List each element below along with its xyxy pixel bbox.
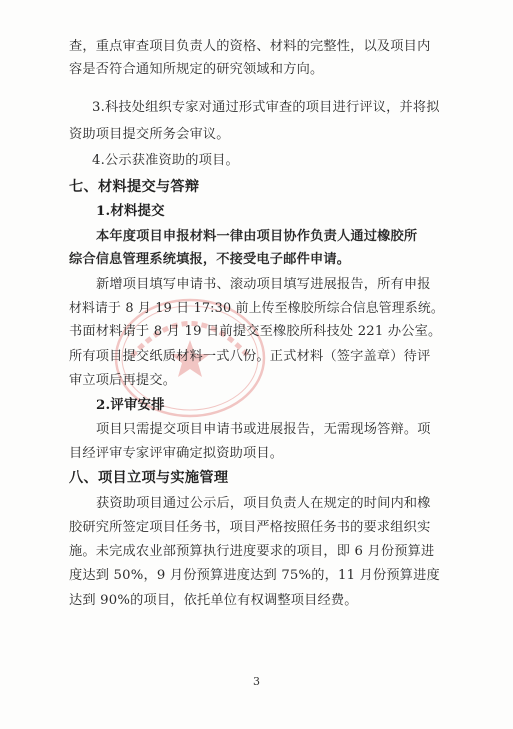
subheading-review-arrangement: 2.评审安排 xyxy=(96,397,165,413)
body-line-21: 施。未完成农业部预算执行进度要求的项目，即 6 月份预算进 xyxy=(69,544,435,559)
body-line-9: 综合信息管理系统填报，不接受电子邮件申请。 xyxy=(69,252,351,267)
body-line-13: 所有项目提交纸质材料一式八份。正式材料（签字盖章）待评 xyxy=(69,349,431,364)
body-line-4: 资助项目提交所务会审议。 xyxy=(69,127,230,142)
body-line-22: 度达到 50%，9 月份预算进度达到 75%的，11 月份预算进度 xyxy=(69,568,440,583)
body-line-19: 获资助项目通过公示后，项目负责人在规定的时间内和橡 xyxy=(96,496,431,511)
body-line-20: 胶研究所签定项目任务书，项目严格按照任务书的要求组织实 xyxy=(69,520,431,535)
body-line-8: 本年度项目申报材料一律由项目协作负责人通过橡胶所 xyxy=(96,229,418,244)
subheading-material-submission: 1.材料提交 xyxy=(96,203,165,219)
body-line-12: 书面材料请于 8 月 19 日前提交至橡胶所科技处 221 办公室。 xyxy=(69,324,442,339)
body-line-16: 项目只需提交项目申请书或进展报告，无需现场答辩。项 xyxy=(96,422,431,437)
body-line-17: 目经评审专家评审确定拟资助项目。 xyxy=(69,446,284,461)
section-heading-7: 七、材料提交与答辩 xyxy=(69,179,200,195)
section-heading-8: 八、项目立项与实施管理 xyxy=(69,470,229,486)
body-line-3: 3.科技处组织专家对通过形式审查的项目进行评议，并将拟 xyxy=(92,100,440,115)
body-line-11: 材料请于 8 月 19 日 17:30 前上传至橡胶所综合信息管理系统。 xyxy=(69,301,444,316)
body-line-14: 审立项后再提交。 xyxy=(69,373,177,388)
body-line-5: 4.公示获准资助的项目。 xyxy=(92,153,239,168)
body-line-23: 达到 90%的项目，依托单位有权调整项目经费。 xyxy=(69,593,358,608)
body-line-1: 查，重点审查项目负责人的资格、材料的完整性，以及项目内 xyxy=(69,39,431,54)
body-line-2: 容是否符合通知所规定的研究领域和方向。 xyxy=(69,62,324,77)
page-number: 3 xyxy=(253,675,260,688)
body-line-10: 新增项目填写申请书、滚动项目填写进展报告，所有申报 xyxy=(96,277,431,292)
